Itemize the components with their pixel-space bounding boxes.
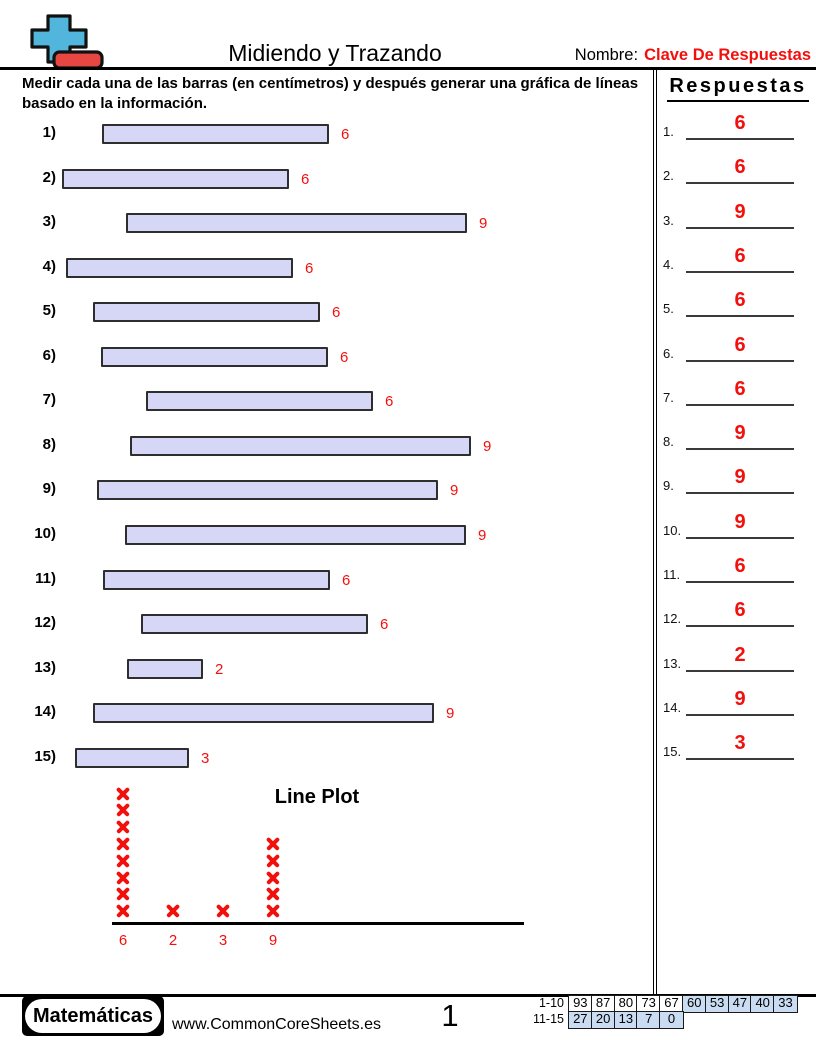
line-plot-tick-label: 6 <box>118 932 128 949</box>
header-divider <box>0 67 816 70</box>
score-cell: 60 <box>682 995 707 1013</box>
score-cell: 27 <box>568 1011 593 1029</box>
answer-value: 6 <box>734 334 746 356</box>
line-plot-axis <box>112 922 524 925</box>
x-mark <box>115 853 131 869</box>
answer-value: 9 <box>734 688 746 710</box>
plus-minus-logo-icon <box>28 14 106 70</box>
answer-number: 12. <box>663 611 682 626</box>
bar-measurement-value: 9 <box>446 705 455 722</box>
answer-value: 9 <box>734 466 746 488</box>
answer-blank-line <box>686 182 794 184</box>
bar-measurement-value: 6 <box>305 260 314 277</box>
score-cell: 67 <box>659 995 684 1013</box>
score-cell: 0 <box>659 1011 684 1029</box>
answer-blank-line <box>686 492 794 494</box>
x-mark <box>115 836 131 852</box>
measure-bar <box>93 302 320 322</box>
answer-value: 2 <box>734 644 746 666</box>
problem-number: 9) <box>42 480 56 497</box>
answer-number: 7. <box>663 390 674 405</box>
score-range-label: 1-10 <box>538 996 564 1010</box>
answer-number: 4. <box>663 257 674 272</box>
problem-number: 2) <box>42 169 56 186</box>
line-plot-tick-label: 3 <box>218 932 228 949</box>
measure-bar <box>125 525 466 545</box>
problem-number: 10) <box>34 525 56 542</box>
answer-value: 6 <box>734 555 746 577</box>
measure-bar <box>130 436 471 456</box>
x-mark <box>115 785 131 801</box>
measure-bar <box>66 258 293 278</box>
name-row <box>575 46 811 65</box>
answer-blank-line <box>686 271 794 273</box>
x-mark <box>165 903 181 919</box>
answer-blank-line <box>686 404 794 406</box>
score-cell: 73 <box>636 995 661 1013</box>
answer-value: 6 <box>734 378 746 400</box>
answer-blank-line <box>686 138 794 140</box>
score-cell: 33 <box>773 995 798 1013</box>
measure-bar <box>93 703 434 723</box>
measure-bar <box>62 169 289 189</box>
measure-bar <box>103 570 330 590</box>
bar-measurement-value: 9 <box>478 527 487 544</box>
problem-number: 12) <box>34 614 56 631</box>
name-label: Nombre: <box>574 46 639 64</box>
brand-badge <box>22 996 164 1036</box>
bar-measurement-value: 9 <box>450 482 459 499</box>
answer-number: 10. <box>663 523 682 538</box>
score-cell: 47 <box>728 995 753 1013</box>
score-cell: 93 <box>568 995 593 1013</box>
x-mark <box>115 869 131 885</box>
problem-number: 5) <box>42 302 56 319</box>
line-plot-tick-label: 2 <box>168 932 178 949</box>
x-mark <box>115 886 131 902</box>
x-mark <box>265 869 281 885</box>
answer-number: 5. <box>663 301 674 316</box>
bar-measurement-value: 9 <box>483 438 492 455</box>
answer-value: 3 <box>734 732 746 754</box>
page-number: 1 <box>441 998 459 1033</box>
answer-number: 8. <box>663 434 674 449</box>
problem-number: 6) <box>42 347 56 364</box>
answer-blank-line <box>686 581 794 583</box>
answer-number: 6. <box>663 346 674 361</box>
answer-value: 9 <box>734 201 746 223</box>
problem-number: 11) <box>35 570 56 587</box>
answer-value: 9 <box>734 422 746 444</box>
answer-number: 3. <box>663 213 674 228</box>
answers-panel-title: Respuestas <box>662 75 814 102</box>
measure-bar <box>102 124 329 144</box>
x-mark <box>265 886 281 902</box>
line-plot-tick-label: 9 <box>268 932 278 949</box>
bar-measurement-value: 6 <box>341 126 350 143</box>
line-plot-title: Line Plot <box>274 786 360 808</box>
brand-name: Matemáticas <box>25 999 161 1033</box>
measure-bar <box>127 659 203 679</box>
score-cell: 20 <box>591 1011 616 1029</box>
bar-measurement-value: 2 <box>215 661 224 678</box>
answer-value: 6 <box>734 156 746 178</box>
score-row <box>486 1011 684 1029</box>
answer-value: 6 <box>734 599 746 621</box>
score-cell: 7 <box>636 1011 661 1029</box>
answer-blank-line <box>686 670 794 672</box>
bar-measurement-value: 6 <box>342 572 351 589</box>
measure-bar <box>97 480 438 500</box>
score-range-label: 11-15 <box>532 1012 564 1027</box>
page-title: Midiendo y Trazando <box>228 40 442 66</box>
measure-bar <box>146 391 373 411</box>
problem-number: 13) <box>34 659 56 676</box>
answer-blank-line <box>686 315 794 317</box>
answer-key-label: Clave De Respuestas <box>644 46 811 64</box>
x-mark <box>265 836 281 852</box>
bar-measurement-value: 6 <box>301 171 310 188</box>
answer-value: 6 <box>734 245 746 267</box>
answer-blank-line <box>686 537 794 539</box>
answer-number: 9. <box>663 478 674 493</box>
answer-blank-line <box>686 360 794 362</box>
bar-measurement-value: 6 <box>332 304 341 321</box>
problem-number: 15) <box>34 748 56 765</box>
problem-number: 1) <box>42 124 56 141</box>
score-cell: 40 <box>750 995 775 1013</box>
answer-blank-line <box>686 448 794 450</box>
answer-value: 9 <box>734 511 746 533</box>
bar-measurement-value: 3 <box>201 750 210 767</box>
answer-number: 14. <box>663 700 682 715</box>
problem-number: 4) <box>42 258 56 275</box>
answer-blank-line <box>686 714 794 716</box>
x-mark <box>115 802 131 818</box>
measure-bar <box>141 614 368 634</box>
answer-blank-line <box>686 625 794 627</box>
problem-number: 8) <box>42 436 56 453</box>
x-mark <box>115 819 131 835</box>
answer-number: 11. <box>663 567 681 582</box>
problem-number: 14) <box>34 703 56 720</box>
x-mark <box>265 903 281 919</box>
answer-blank-line <box>686 227 794 229</box>
score-cells <box>568 1011 684 1029</box>
x-mark <box>265 853 281 869</box>
score-cell: 13 <box>614 1011 639 1029</box>
answer-blank-line <box>686 758 794 760</box>
measure-bar <box>101 347 328 367</box>
answer-value: 6 <box>734 112 746 134</box>
x-mark <box>115 903 131 919</box>
measure-bar <box>126 213 467 233</box>
bar-measurement-value: 6 <box>340 349 349 366</box>
sidebar-divider <box>653 70 657 995</box>
bar-measurement-value: 6 <box>385 393 394 410</box>
answer-value: 6 <box>734 289 746 311</box>
instructions-text: Medir cada una de las barras (en centímetros) y después generar una gráfica de líneas basado en la información. <box>22 75 639 112</box>
answer-number: 15. <box>663 744 682 759</box>
bar-measurement-value: 6 <box>380 616 389 633</box>
answer-number: 1. <box>663 124 674 139</box>
score-cell: 53 <box>705 995 730 1013</box>
website-url: www.CommonCoreSheets.es <box>172 1016 381 1033</box>
problem-number: 3) <box>42 213 56 230</box>
bar-measurement-value: 9 <box>479 215 488 232</box>
score-cell: 80 <box>614 995 639 1013</box>
answer-number: 2. <box>663 168 674 183</box>
score-cell: 87 <box>591 995 616 1013</box>
problem-number: 7) <box>42 391 56 408</box>
answer-number: 13. <box>663 656 682 671</box>
measure-bar <box>75 748 189 768</box>
x-mark <box>215 903 231 919</box>
